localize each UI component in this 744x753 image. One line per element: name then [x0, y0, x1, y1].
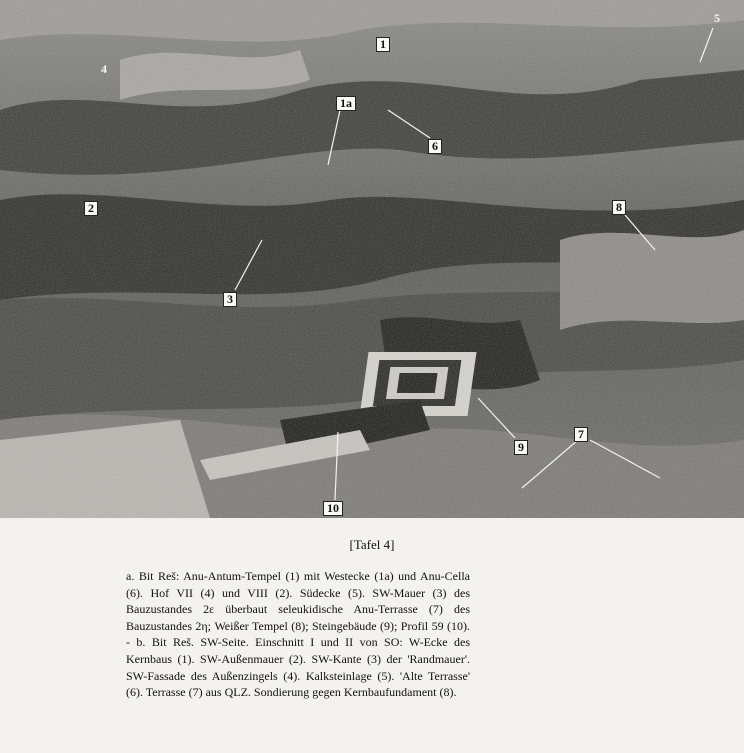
- photo-marker-8: 8: [612, 200, 626, 215]
- plate-label: [Tafel 4]: [349, 537, 395, 552]
- photo-marker-1a: 1a: [336, 96, 356, 111]
- photo-marker-4: 4: [101, 62, 107, 76]
- photo-marker-10: 10: [323, 501, 343, 516]
- photo-marker-5: 5: [714, 11, 720, 25]
- photo-marker-3: 3: [223, 292, 237, 307]
- photo-marker-2: 2: [84, 201, 98, 216]
- photo-marker-1: 1: [376, 37, 390, 52]
- plate-caption: a. Bit Reš: Anu-Antum-Tempel (1) mit Westecke (1a) und Anu-Cella (6). Hof VII (4) und VIII (2). Südecke (5). SW-Mauer (3) des Bauzustandes 2ε überbaut seleukidische Anu-Terrasse (7) des Bauzustandes 2η; Weißer Tempel (8); Steingebäude (9); Profil 59 (10). - b. Bit Reš. SW-Seite. Einschnitt I und II von SO: W-Ecke des Kernbaus (1). SW-Außenmauer (2). SW-Kante (3) der 'Randmauer'. SW-Fassade des Außenzingels (4). Kalksteinlage (5). 'Alte Terrasse' (6). Terrasse (7) aus QLZ. Sondierung gegen Kernbaufundament (8).: [126, 569, 470, 700]
- photo-marker-9: 9: [514, 440, 528, 455]
- photo-marker-6: 6: [428, 139, 442, 154]
- photo-marker-7: 7: [574, 427, 588, 442]
